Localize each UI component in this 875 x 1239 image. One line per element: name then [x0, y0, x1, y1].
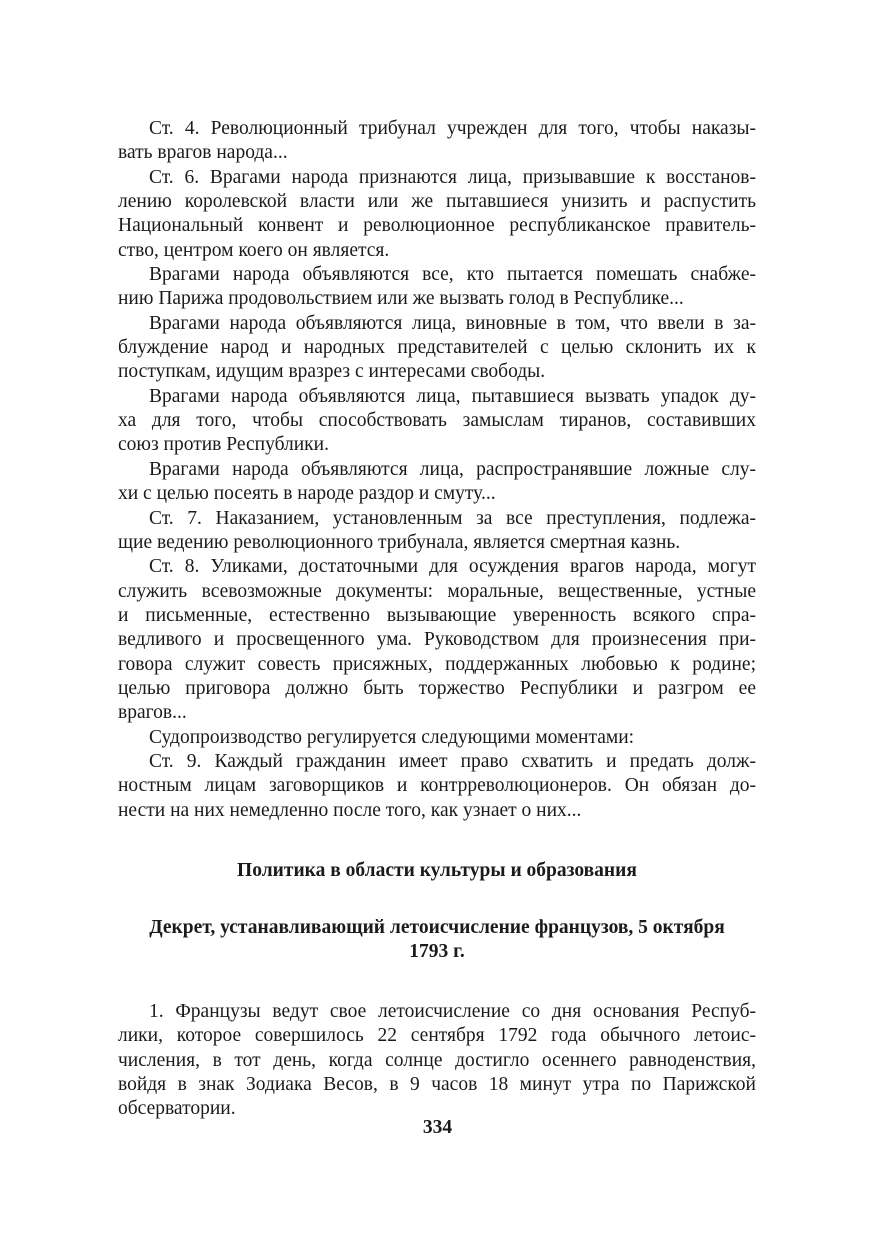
text-line: целью приговора должно быть торжество Республики и разгром ее	[118, 677, 756, 699]
decree-text-block	[118, 1000, 756, 1122]
text-line: блуждение народ и народных представителей с целью склонить их к	[118, 337, 756, 359]
text-line: Врагами народа объявляются все, кто пытается помешать снабже-	[149, 264, 756, 286]
text-line: вать врагов народа...	[118, 142, 288, 164]
text-line: щие ведению революционного трибунала, является смертная казнь.	[118, 531, 681, 553]
text-line: Врагами народа объявляются лица, виновные в том, что ввели в за-	[149, 312, 756, 334]
text-line: Судопроизводство регулируется следующими моментами:	[149, 726, 635, 748]
page-body	[118, 117, 756, 1122]
text-line: хи с целью посеять в народе раздор и смуту...	[118, 483, 496, 505]
text-line: Национальный конвент и революционное республиканское правитель-	[118, 215, 756, 237]
text-line: войдя в знак Зодиака Весов, в 9 часов 18 минут утра по Парижской	[118, 1074, 756, 1095]
text-line: нести на них немедленно после того, как узнает о них...	[118, 799, 582, 821]
text-line: Ст. 7. Наказанием, установленным за все преступления, подлежа-	[149, 507, 756, 529]
text-line: ведливого и просвещенного ума. Руководством для произнесения при-	[118, 629, 756, 651]
text-line: ство, центром коего он является.	[118, 239, 390, 261]
text-line: числения, в тот день, когда солнце достигло осеннего равноденствия,	[118, 1049, 756, 1071]
text-line: поступкам, идущим вразрез с интересами свободы.	[118, 361, 546, 383]
text-line: говора служит совесть присяжных, поддержанных любовью к родине;	[118, 653, 756, 675]
text-line: Врагами народа объявляются лица, распространявшие ложные слу-	[149, 458, 756, 480]
text-line: лики, которое совершилось 22 сентября 1792 года обычного летоис-	[118, 1025, 756, 1047]
text-line: Врагами народа объявляются лица, пытавшиеся вызвать упадок ду-	[149, 385, 756, 407]
text-line: Ст. 6. Врагами народа признаются лица, призывавшие к восстанов-	[149, 166, 756, 188]
decree-title-line: 1793 г.	[409, 940, 465, 962]
decree-title	[118, 916, 756, 964]
section-heading: Политика в области культуры и образования	[237, 859, 637, 881]
text-line: обсерватории.	[118, 1098, 236, 1120]
text-line: и письменные, естественно вызывающие уверенность всякого спра-	[118, 604, 756, 626]
text-line: 1. Французы ведут свое летоисчисление со дня основания Респуб-	[149, 1000, 756, 1022]
text-line: Ст. 8. Уликами, достаточными для осуждения врагов народа, могут	[149, 556, 756, 578]
text-line: союз против Республики.	[118, 434, 329, 456]
text-line: Ст. 4. Революционный трибунал учрежден для того, чтобы наказы-	[149, 118, 756, 139]
text-line: Ст. 9. Каждый гражданин имеет право схватить и предать долж-	[149, 750, 756, 772]
text-line: ностным лицам заговорщиков и контрреволюционеров. Он обязан до-	[118, 775, 756, 797]
page-number: 334	[422, 1117, 453, 1138]
text-line: ха для того, чтобы способствовать замыслам тиранов, составивших	[118, 410, 756, 432]
articles-block	[118, 117, 756, 823]
decree-title-line: Декрет, устанавливающий летоисчисление французов, 5 октября	[149, 916, 725, 938]
text-line: служить всевозможные документы: моральные, вещественные, устные	[118, 580, 756, 602]
text-line: лению королевской власти или же пытавшиеся унизить и распустить	[118, 191, 756, 213]
text-line: врагов...	[118, 702, 187, 724]
text-line: нию Парижа продовольствием или же вызвать голод в Республике...	[118, 288, 684, 310]
